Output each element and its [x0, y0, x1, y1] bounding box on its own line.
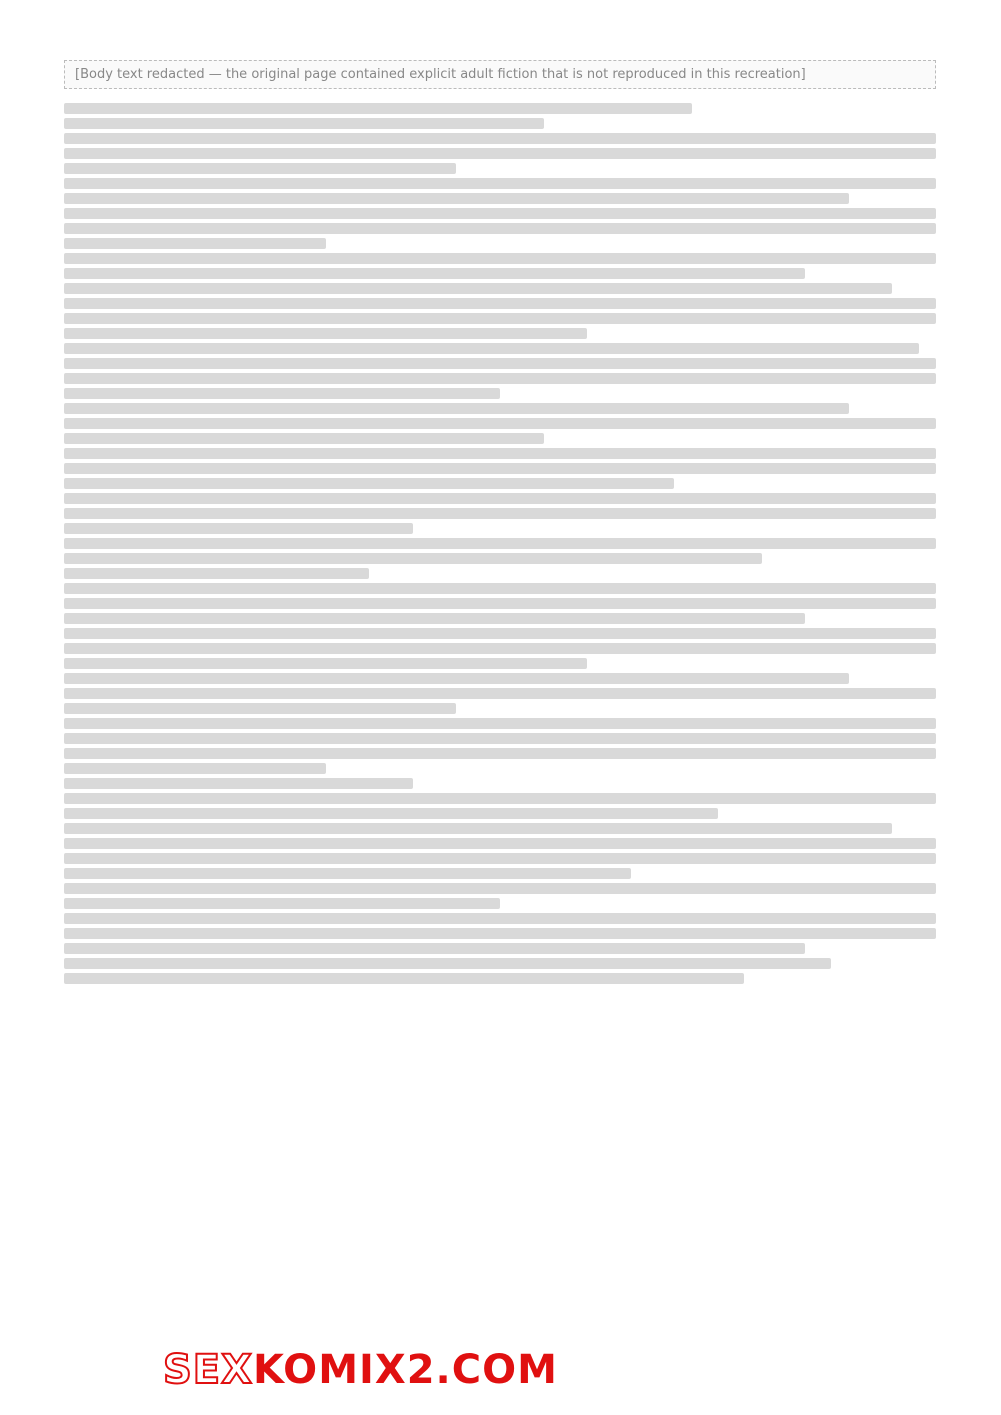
redacted-text-line [64, 928, 936, 939]
redacted-text-line [64, 853, 936, 864]
redacted-text-line [64, 298, 936, 309]
redacted-text-line [64, 448, 936, 459]
redacted-text-line [64, 913, 936, 924]
redacted-text-line [64, 268, 805, 279]
redacted-text-line [64, 508, 936, 519]
redacted-text-line [64, 223, 936, 234]
redacted-paragraph [64, 958, 936, 969]
redacted-text-line [64, 358, 936, 369]
redacted-paragraph [64, 913, 936, 954]
redacted-text-line [64, 883, 936, 894]
redacted-text-line [64, 688, 936, 699]
redacted-paragraph [64, 493, 936, 534]
redacted-paragraph [64, 253, 936, 279]
redacted-text-line [64, 778, 413, 789]
redacted-paragraph [64, 448, 936, 489]
redacted-paragraph [64, 208, 936, 249]
redacted-text-line [64, 133, 936, 144]
redacted-text-line [64, 463, 936, 474]
redacted-paragraph [64, 778, 936, 789]
redacted-paragraph [64, 103, 936, 114]
redacted-text-line [64, 103, 692, 114]
redacted-paragraph [64, 793, 936, 819]
redacted-paragraph [64, 718, 936, 774]
redacted-text-line [64, 178, 936, 189]
redacted-paragraph [64, 343, 936, 354]
redacted-paragraph [64, 418, 936, 444]
redacted-text-line [64, 898, 500, 909]
redacted-text-line [64, 673, 849, 684]
redacted-text-line [64, 703, 456, 714]
redacted-text-line [64, 958, 831, 969]
redacted-text-line [64, 283, 892, 294]
redacted-paragraph [64, 403, 936, 414]
redacted-text-line [64, 478, 674, 489]
redacted-text-line [64, 433, 544, 444]
redacted-text-line [64, 808, 718, 819]
redacted-text-line [64, 748, 936, 759]
redacted-text-line [64, 943, 805, 954]
redacted-text-line [64, 628, 936, 639]
redacted-paragraph [64, 283, 936, 294]
redacted-text-line [64, 583, 936, 594]
redacted-paragraph [64, 673, 936, 684]
redacted-paragraph [64, 583, 936, 624]
site-logo-outline-part: SEX [163, 1347, 253, 1393]
redacted-paragraph [64, 628, 936, 669]
redacted-text-line [64, 493, 936, 504]
redacted-text-line [64, 763, 326, 774]
redacted-paragraph [64, 883, 936, 909]
redacted-text-line [64, 553, 762, 564]
redacted-text-line [64, 403, 849, 414]
redacted-text-line [64, 148, 936, 159]
redacted-text-line [64, 718, 936, 729]
redacted-paragraph [64, 133, 936, 174]
redacted-text-line [64, 373, 936, 384]
redacted-text-line [64, 328, 587, 339]
redacted-paragraph [64, 298, 936, 339]
redacted-paragraph [64, 178, 936, 204]
redacted-text-line [64, 973, 744, 984]
redaction-notice: [Body text redacted — the original page contained explicit adult fiction that is not reproduced in this recreation] [64, 60, 936, 89]
redacted-paragraph [64, 568, 936, 579]
redacted-text-line [64, 838, 936, 849]
redacted-paragraph [64, 118, 936, 129]
redacted-text-line [64, 118, 544, 129]
redacted-paragraph [64, 973, 936, 984]
body-text-block [64, 60, 936, 988]
redacted-text-line [64, 313, 936, 324]
site-logo-solid-part: KOMIX2.COM [252, 1347, 558, 1393]
redacted-paragraphs [64, 103, 936, 984]
redacted-paragraph [64, 538, 936, 564]
redacted-text-line [64, 568, 369, 579]
redacted-text-line [64, 613, 805, 624]
redacted-text-line [64, 868, 631, 879]
site-logo [163, 1347, 558, 1393]
redacted-paragraph [64, 823, 936, 834]
redacted-paragraph [64, 688, 936, 714]
redacted-text-line [64, 538, 936, 549]
redacted-text-line [64, 193, 849, 204]
redacted-text-line [64, 793, 936, 804]
redacted-text-line [64, 388, 500, 399]
redacted-text-line [64, 418, 936, 429]
redacted-paragraph [64, 838, 936, 879]
redacted-text-line [64, 163, 456, 174]
redacted-text-line [64, 238, 326, 249]
redacted-text-line [64, 253, 936, 264]
redacted-text-line [64, 598, 936, 609]
redacted-text-line [64, 208, 936, 219]
redacted-text-line [64, 343, 919, 354]
redacted-text-line [64, 733, 936, 744]
redacted-paragraph [64, 358, 936, 399]
redacted-text-line [64, 523, 413, 534]
redacted-text-line [64, 643, 936, 654]
redacted-text-line [64, 823, 892, 834]
redacted-text-line [64, 658, 587, 669]
